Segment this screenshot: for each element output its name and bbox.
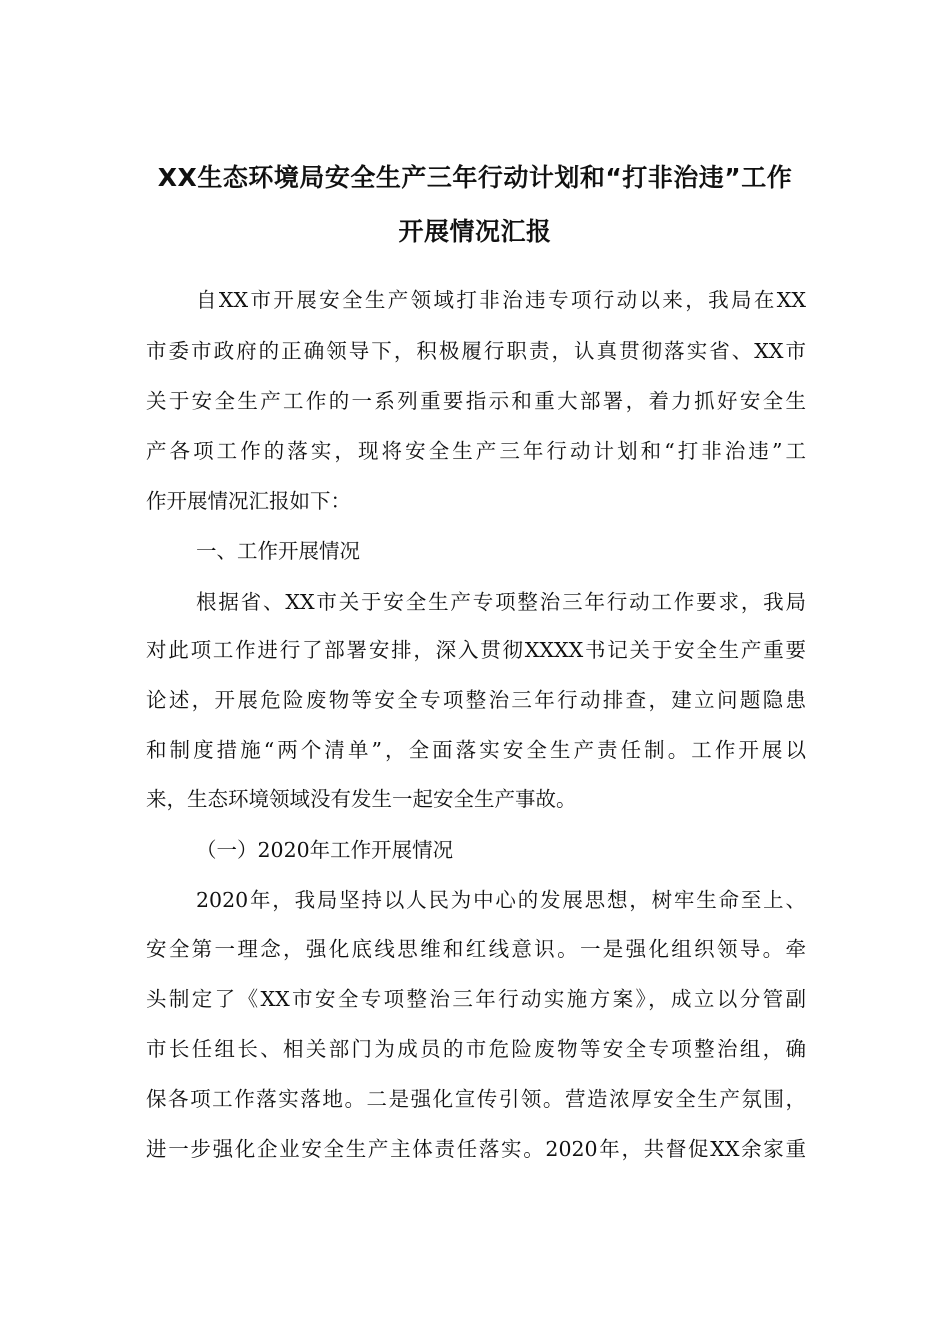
paragraph-line: 关于安全生产工作的一系列重要指示和重大部署，着力抓好安全生 [146, 389, 806, 413]
paragraph-line: 根据省、XX市关于安全生产专项整治三年行动工作要求，我局 [196, 590, 806, 614]
paragraph-line: 安全第一理念，强化底线思维和红线意识。一是强化组织领导。牵 [146, 937, 806, 961]
paragraph-line: 市长任组长、相关部门为成员的市危险废物等安全专项整治组，确 [146, 1037, 806, 1061]
paragraph-line: 对此项工作进行了部署安排，深入贯彻XXXX书记关于安全生产重要 [146, 638, 806, 662]
paragraph-line: 来，生态环境领域没有发生一起安全生产事故。 [146, 787, 577, 811]
paragraph-line: 进一步强化企业安全生产主体责任落实。2020年，共督促XX余家重 [146, 1137, 806, 1161]
paragraph-line: 和制度措施“两个清单”，全面落实安全生产责任制。工作开展以 [146, 738, 806, 762]
paragraph-line: 产各项工作的落实，现将安全生产三年行动计划和“打非治违”工 [146, 439, 806, 463]
subsection-heading: （一）2020年工作开展情况 [196, 838, 454, 862]
paragraph-line: 2020年，我局坚持以人民为中心的发展思想，树牢生命至上、 [196, 888, 806, 912]
paragraph-line: 市委市政府的正确领导下，积极履行职责，认真贯彻落实省、XX市 [146, 339, 806, 363]
document-title-line-2: 开展情况汇报 [398, 217, 552, 246]
paragraph-line: 头制定了《XX市安全专项整治三年行动实施方案》，成立以分管副 [146, 987, 806, 1011]
paragraph-line: 论述，开展危险废物等安全专项整治三年行动排查，建立问题隐患 [146, 688, 806, 712]
paragraph-line: 作开展情况汇报如下： [146, 489, 351, 513]
paragraph-line: 自XX市开展安全生产领域打非治违专项行动以来，我局在XX [196, 288, 806, 312]
section-heading: 一、工作开展情况 [196, 539, 360, 563]
paragraph-line: 保各项工作落实落地。二是强化宣传引领。营造浓厚安全生产氛围， [146, 1087, 806, 1111]
document-title-line-1: XX生态环境局安全生产三年行动计划和“打非治违”工作 [157, 163, 793, 192]
